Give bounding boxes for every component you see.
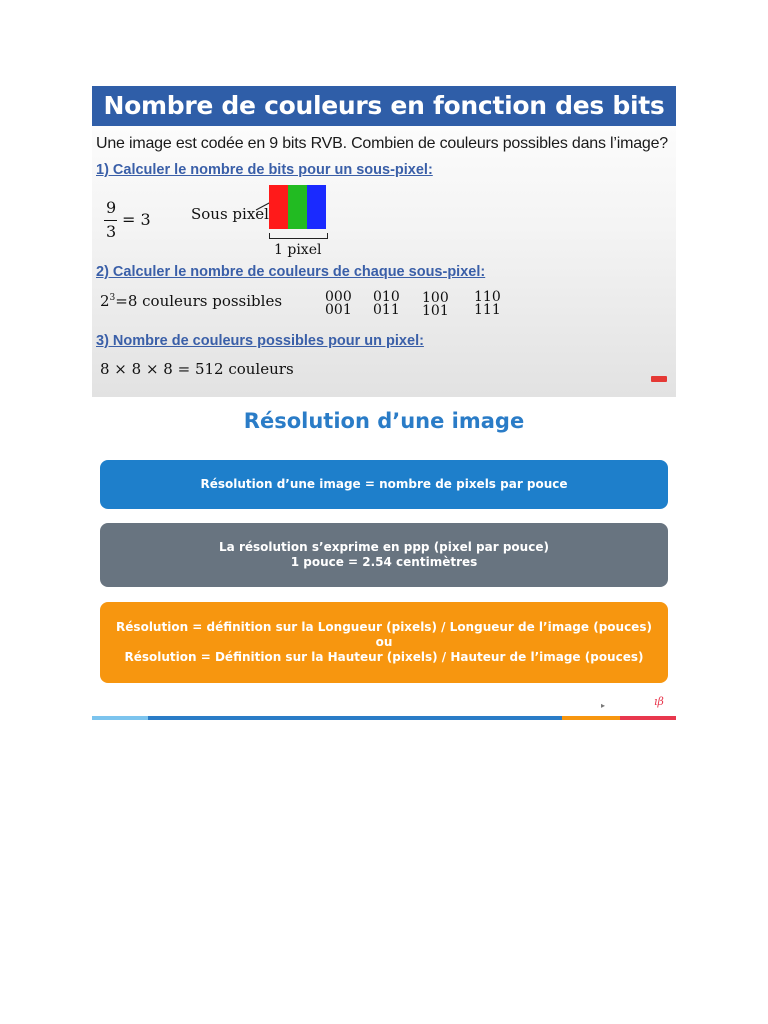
power-base: 2	[100, 292, 110, 310]
sub-pixel-label: Sous pixel	[191, 205, 269, 223]
cursor-icon: ▸	[601, 701, 606, 710]
youtube-badge-icon	[651, 376, 667, 382]
sub-pixel-red	[269, 185, 288, 229]
bit-value: 001	[325, 302, 352, 318]
slide-resolution	[92, 397, 676, 721]
pixel-label: 1 pixel	[274, 242, 322, 258]
slide1-question: Une image est codée en 9 bits RVB. Combien de couleurs possibles dans l’image?	[96, 135, 668, 152]
step2-heading: 2) Calculer le nombre de couleurs de chaque sous-pixel:	[96, 264, 486, 280]
slide-bits-colors	[92, 86, 676, 397]
bar-segment-orange	[562, 716, 620, 720]
bit-value: 111	[474, 302, 501, 318]
bit-value: 011	[373, 302, 400, 318]
bit-value: 010	[373, 289, 400, 305]
fraction-bar	[104, 220, 117, 221]
slide1-title: Nombre de couleurs en fonction des bits	[92, 86, 676, 126]
fraction-result: = 3	[122, 210, 151, 229]
bottom-color-bar	[92, 716, 676, 720]
unit-text-line1: La résolution s’exprime en ppp (pixel par pouce)	[219, 540, 549, 554]
slide2-title: Résolution d’une image	[243, 409, 525, 433]
bar-segment-blue	[148, 716, 562, 720]
formula-line2: ou	[375, 635, 393, 649]
power-exponent: 3	[109, 293, 116, 303]
brand-logo: ıβ	[654, 695, 664, 708]
bit-value: 000	[325, 289, 352, 305]
formula-line1: Résolution = définition sur la Longueur (pixels) / Longueur de l’image (pouces)	[116, 620, 652, 634]
bit-pair-2	[373, 291, 400, 317]
pixel-rgb-diagram	[269, 185, 326, 229]
bar-segment-red	[620, 716, 676, 720]
power-formula	[100, 292, 282, 310]
formula-box	[100, 602, 668, 683]
bit-pair-3	[422, 292, 449, 318]
sub-pixel-green	[288, 185, 307, 229]
bit-value: 100	[422, 290, 449, 306]
bit-value: 110	[474, 289, 501, 305]
unit-text-line2: 1 pouce = 2.54 centimètres	[290, 555, 478, 569]
unit-box	[100, 523, 668, 587]
bit-pair-1	[325, 291, 352, 317]
fraction-denominator: 3	[106, 222, 117, 241]
bit-pair-4	[474, 291, 501, 317]
definition-box	[100, 460, 668, 509]
definition-text: Résolution d’une image = nombre de pixels par pouce	[200, 477, 568, 491]
bar-segment-light-blue	[92, 716, 148, 720]
formula-line3: Résolution = Définition sur la Hauteur (pixels) / Hauteur de l’image (pouces)	[124, 650, 644, 664]
final-result: 8 × 8 × 8 = 512 couleurs	[100, 360, 294, 378]
sub-pixel-blue	[307, 185, 326, 229]
step3-heading: 3) Nombre de couleurs possibles pour un pixel:	[96, 333, 424, 349]
pixel-bracket	[269, 233, 328, 239]
fraction-numerator: 9	[106, 198, 117, 217]
power-rest: =8 couleurs possibles	[115, 292, 283, 310]
bit-value: 101	[422, 303, 449, 319]
step1-heading: 1) Calculer le nombre de bits pour un sous-pixel:	[96, 162, 433, 178]
